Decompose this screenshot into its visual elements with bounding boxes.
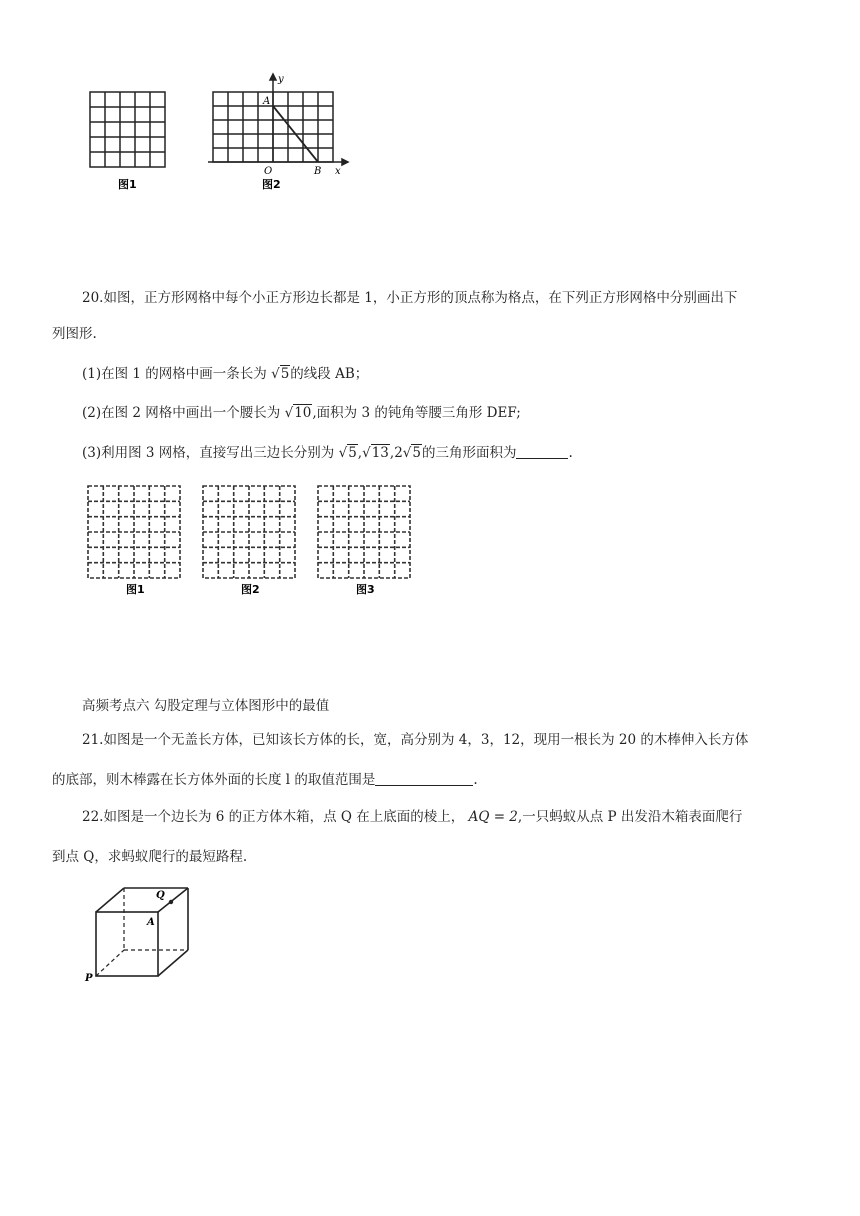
grid-fig1 bbox=[88, 486, 180, 578]
sqrt-5-a: √5 bbox=[338, 445, 357, 461]
cube-figure bbox=[80, 880, 210, 985]
q21-line2 bbox=[52, 773, 478, 788]
label-A: A bbox=[147, 917, 155, 928]
q22-line1-pre: 22.如图是一个边长为 6 的正方体木箱，点 Q 在上底面的棱上， bbox=[82, 809, 469, 825]
q22-line2: 到点 Q，求蚂蚁爬行的最短路程. bbox=[52, 849, 248, 865]
label-y: y bbox=[278, 74, 284, 85]
grid-caption-3: 图3 bbox=[356, 583, 375, 596]
q20-part1-post: 的线段 AB； bbox=[290, 366, 369, 382]
q21-line1: 21.如图是一个无盖长方体，已知该长方体的长，宽，高分别为 4，3，12，现用一根长为 20 的木棒伸入长方体 bbox=[82, 732, 749, 748]
grid-fig3 bbox=[318, 486, 410, 578]
answer-blank[interactable] bbox=[516, 446, 568, 459]
label-O: O bbox=[264, 166, 273, 177]
q21-line2-text: 的底部，则木棒露在长方体外面的长度 l 的取值范围是 bbox=[52, 772, 376, 788]
fig2-caption: 图2 bbox=[262, 178, 281, 191]
grid-fig2 bbox=[203, 486, 295, 578]
q20-part2-post: ,面积为 3 的钝角等腰三角形 DEF; bbox=[312, 405, 521, 421]
q20-part2-pre: (2)在图 2 网格中画出一个腰长为 bbox=[82, 405, 285, 421]
q22-line1 bbox=[82, 811, 742, 825]
q20-part3-end: . bbox=[568, 445, 573, 461]
q20-grids bbox=[84, 482, 424, 598]
q20-part2 bbox=[82, 407, 521, 421]
answer-blank[interactable] bbox=[375, 773, 473, 786]
point-Q bbox=[169, 900, 173, 904]
q21-line2-end: . bbox=[473, 772, 478, 788]
label-B: B bbox=[314, 166, 322, 177]
fig1-caption: 图1 bbox=[118, 178, 137, 191]
cube-svg bbox=[80, 880, 210, 985]
sqrt-radicand: 5 bbox=[280, 366, 290, 382]
coefficient-2: 2 bbox=[394, 445, 403, 461]
q22-formula: AQ = 2 bbox=[468, 809, 518, 825]
grid-caption-1: 图1 bbox=[126, 583, 145, 596]
q20-part3: (3)利用图 3 网格，直接写出三边长分别为 √5,√13,2√5的三角形面积为 . bbox=[82, 445, 573, 461]
label-x: x bbox=[335, 166, 341, 177]
grid-caption-2: 图2 bbox=[241, 583, 260, 596]
q20-intro-line2: 列图形. bbox=[52, 326, 97, 342]
q20-part1-pre: (1)在图 1 的网格中画一条长为 bbox=[82, 366, 272, 382]
q20-part3-post: 的三角形面积为 bbox=[421, 445, 517, 461]
section-heading: 高频考点六 勾股定理与立体图形中的最值 bbox=[82, 698, 330, 714]
sqrt-radicand: 13 bbox=[371, 445, 389, 461]
top-figures bbox=[80, 70, 360, 200]
grid-figures-top bbox=[80, 70, 360, 200]
sqrt-radicand: 5 bbox=[412, 445, 421, 461]
fig1-grid bbox=[90, 92, 165, 167]
label-A: A bbox=[263, 96, 271, 107]
sqrt-5: √5 bbox=[271, 366, 290, 382]
sqrt-10: √10 bbox=[284, 405, 312, 421]
label-Q: Q bbox=[156, 890, 165, 901]
sqrt-radicand: 10 bbox=[294, 405, 312, 421]
q22-line1-post: ,一只蚂蚁从点 P 出发沿木箱表面爬行 bbox=[517, 809, 743, 825]
sqrt-13: √13 bbox=[362, 445, 389, 461]
q20-intro-line1: 20.如图，正方形网格中每个小正方形边长都是 1，小正方形的顶点称为格点，在下列正方形网格中分别画出下 bbox=[82, 290, 738, 306]
sqrt-5-b: √5 bbox=[402, 445, 421, 461]
dashed-grids bbox=[84, 482, 424, 598]
label-P: P bbox=[85, 973, 93, 984]
sqrt-radicand: 5 bbox=[348, 445, 357, 461]
q20-part1 bbox=[82, 368, 368, 382]
q20-part3-pre: (3)利用图 3 网格，直接写出三边长分别为 bbox=[82, 445, 339, 461]
